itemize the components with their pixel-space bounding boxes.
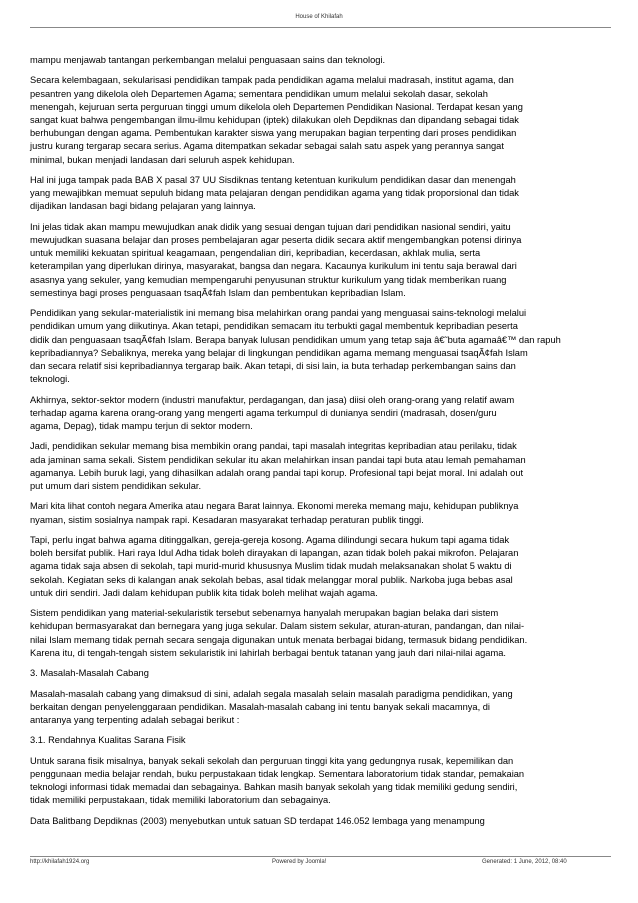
footer-url: http://khilafah1924.org <box>30 859 90 865</box>
text-line: Secara kelembagaan, sekularisasi pendidikan tampak pada pendidikan agama melalui madrasah, institut agama, dan <box>30 75 514 86</box>
paragraph <box>30 688 633 728</box>
text-line: kepribadiannya? Sebaliknya, mereka yang belajar di lingkungan pendidikan agama memang menguasai tsaqÃ¢fah Islam <box>30 347 528 358</box>
text-line: berkaitan dengan penyelenggaraan pendidikan. Masalah-masalah cabang ini tentu banyak sekali macamnya, di <box>30 701 490 712</box>
text-line: dijadikan landasan bagi bidang pelajaran yang lainnya. <box>30 201 256 212</box>
text-line: Masalah-masalah cabang yang dimaksud di sini, adalah segala masalah selain masalah paradigma pendidikan, yang <box>30 688 513 699</box>
paragraph <box>30 755 633 808</box>
text-line: Ini jelas tidak akan mampu mewujudkan anak didik yang sesuai dengan tujuan dari pendidikan nasional sendiri, yaitu <box>30 221 511 232</box>
document-body <box>30 54 633 835</box>
paragraph <box>30 74 633 166</box>
text-line: asasnya yang sekuler, yang kemudian mempengaruhi penyusunan struktur kurikulum yang tidak memberikan ruang <box>30 274 507 285</box>
text-line: kehidupan bermasyarakat dan bernegara yang juga sekular. Dalam sistem sekular, aturan-aturan, pandangan, dan nilai- <box>30 621 525 632</box>
paragraph <box>30 221 633 300</box>
text-line: nilai Islam memang tidak pernah secara sengaja digunakan untuk menata berbagai bidang, termasuk bidang pendidikan. <box>30 634 528 645</box>
text-line: didik dan penguasaan tsaqÃ¢fah Islam. Berapa banyak lulusan pendidikan umum yang tetap saja â€˜buta agamaâ€™ dan rapuh <box>30 334 561 345</box>
text-line: agamanya. Lebih buruk lagi, yang dihasilkan adalah orang pandai tapi korup. Profesional tapi bejat moral. Ini adalah out <box>30 467 524 478</box>
paragraph <box>30 174 633 214</box>
text-line: tidak memiliki perpustakaan, tidak memiliki laboratorium dan sebagainya. <box>30 795 331 806</box>
text-line: Akhirnya, sektor-sektor modern (industri manufaktur, perdagangan, dan jasa) diisi oleh orang-orang yang relatif awam <box>30 394 515 405</box>
paragraph <box>30 667 633 680</box>
text-line: Pendidikan yang sekular-materialistik ini memang bisa melahirkan orang pandai yang menguasai sains-teknologi melalui <box>30 308 527 319</box>
text-line: terhadap agama karena orang-orang yang mengerti agama terkumpul di dunianya sendiri (madrasah, dosen/guru <box>30 407 497 418</box>
page-header: House of Khilafah <box>295 14 343 20</box>
paragraph <box>30 607 633 660</box>
text-line: pendidikan umum yang diikutinya. Akan tetapi, pendidikan semacam itu terbukti gagal membentuk kepribadian peserta <box>30 321 518 332</box>
paragraph <box>30 534 633 600</box>
text-line: antaranya yang terpenting adalah sebagai berikut : <box>30 715 240 725</box>
text-line: Tapi, perlu ingat bahwa agama ditinggalkan, gereja-gereja kosong. Agama dilindungi secara hukum tapi agama tidak <box>30 535 510 545</box>
text-line: berhubungan dengan agama. Pembentukan karakter siswa yang merupakan bagian terpenting dari proses pendidikan <box>30 128 517 139</box>
text-line: nyaman, sistim sosialnya nampak rapi. Kesadaran masyarakat terhadap peraturan publik tinggi. <box>30 514 424 525</box>
text-line: mampu menjawab tantangan perkembangan melalui penguasaan sains dan teknologi. <box>30 55 386 65</box>
header-divider <box>30 27 611 28</box>
text-line: sangat kuat bahwa pengembangan ilmu-ilmu kehidupan (iptek) dilakukan oleh Depdiknas dan dipandang sebagai tidak <box>30 115 519 125</box>
text-line: justru kurang tergarap secara serius. Agama ditempatkan sekadar sebagai salah satu aspek yang perannya sangat <box>30 141 504 152</box>
text-line: Untuk sarana fisik misalnya, banyak sekali sekolah dan perguruan tinggi kita yang gedungnya rusak, kepemilikan dan <box>30 755 514 766</box>
text-line: mewujudkan suasana belajar dan proses pembelajaran agar peserta didik secara aktif mengembangkan potensi dirinya <box>30 235 522 245</box>
paragraph <box>30 307 633 386</box>
text-line: Hal ini juga tampak pada BAB X pasal 37 UU Sisdiknas tentang ketentuan kurikulum pendidikan dasar dan menengah <box>30 175 516 185</box>
text-line: Mari kita lihat contoh negara Amerika atau negara Barat lainnya. Ekonomi mereka memang maju, kehidupan publiknya <box>30 501 519 512</box>
text-line: penggunaan media belajar rendah, buku perpustakaan tidak lengkap. Sementara laboratorium tidak standar, pemakaian <box>30 768 525 779</box>
paragraph <box>30 734 633 747</box>
text-line: agama tidak saja absen di sekolah, tapi murid-murid khususnya Muslim tidak mudah melaksanakan sholat 5 waktu di <box>30 561 512 572</box>
text-line: 3. Masalah-Masalah Cabang <box>30 668 149 679</box>
text-line: teknologi. <box>30 374 70 385</box>
text-line: sekolah. Kegiatan seks di kalangan anak sekolah bebas, asal tidak melanggar moral publik. Narkoba juga bebas asal <box>30 574 513 585</box>
text-line: 3.1. Rendahnya Kualitas Sarana Fisik <box>30 735 186 746</box>
paragraph <box>30 394 633 434</box>
text-line: keterampilan yang diperlukan dirinya, masyarakat, bangsa dan negara. Kacaunya kurikulum ini tentu saja berawal dari <box>30 261 517 272</box>
text-line: agama, Depag), tidak mampu terjun di sektor modern. <box>30 421 253 432</box>
text-line: Data Balitbang Depdiknas (2003) menyebutkan untuk satuan SD terdapat 146.052 lembaga yang menampung <box>30 815 485 826</box>
footer-generated: Generated: 1 June, 2012, 08:40 <box>482 859 567 865</box>
footer-powered-by: Powered by Joomla! <box>272 859 327 865</box>
text-line: untuk memiliki kekuatan spiritual keagamaan, pengendalian diri, kepribadian, kecerdasan, akhlak mulia, serta <box>30 248 481 259</box>
text-line: semestinya bagi proses penguasaan tsaqÃ¢fah Islam dan pembentukan kepribadian Islam. <box>30 287 406 298</box>
paragraph <box>30 440 633 493</box>
text-line: Karena itu, di tengah-tengah sistem sekularistik ini lahirlah berbagai bentuk tatanan yang jauh dari nilai-nilai agama. <box>30 647 506 658</box>
text-line: boleh bersifat publik. Hari raya Idul Adha tidak boleh dirayakan di lapangan, azan tidak boleh pakai mikrofon. Pelajaran <box>30 548 519 559</box>
text-line: pesantren yang dikelola oleh Departemen Agama; sementara pendidikan umum melalui sekolah dasar, sekolah <box>30 88 488 99</box>
text-line: menengah, kejuruan serta perguruan tinggi umum dikelola oleh Departemen Pendidikan Nasional. Terdapat kesan yang <box>30 101 523 112</box>
text-line: yang mewajibkan memuat sepuluh bidang mata pelajaran dengan pendidikan agama yang tidak proporsional dan tidak <box>30 188 519 199</box>
paragraph <box>30 815 633 828</box>
text-line: ada jaminan sama sekali. Sistem pendidikan sekular itu akan melahirkan insan pandai tapi buta atau lemah pemahaman <box>30 454 526 465</box>
paragraph <box>30 500 633 526</box>
text-line: dan secara relatif sisi kepribadiannya tergarap baik. Akan tetapi, di sisi lain, ia buta terhadap perkembangan sains dan <box>30 361 516 372</box>
text-line: minimal, bukan menjadi landasan dari seluruh aspek kehidupan. <box>30 154 295 165</box>
footer-divider <box>30 856 611 857</box>
text-line: Jadi, pendidikan sekular memang bisa membikin orang pandai, tapi masalah integritas kepribadian atau perilaku, tidak <box>30 441 517 452</box>
paragraph <box>30 54 633 67</box>
text-line: untuk diri sendiri. Jadi dalam kehidupan publik kita tidak boleh melihat wajah agama. <box>30 587 378 598</box>
text-line: put umum dari sistem pendidikan sekular. <box>30 481 202 492</box>
text-line: teknologi informasi tidak memadai dan sebagainya. Bahkan masih banyak sekolah yang tidak memiliki gedung sendiri, <box>30 782 518 793</box>
text-line: Sistem pendidikan yang material-sekularistik tersebut sebenarnya hanyalah merupakan bagian belaka dari sistem <box>30 608 499 619</box>
